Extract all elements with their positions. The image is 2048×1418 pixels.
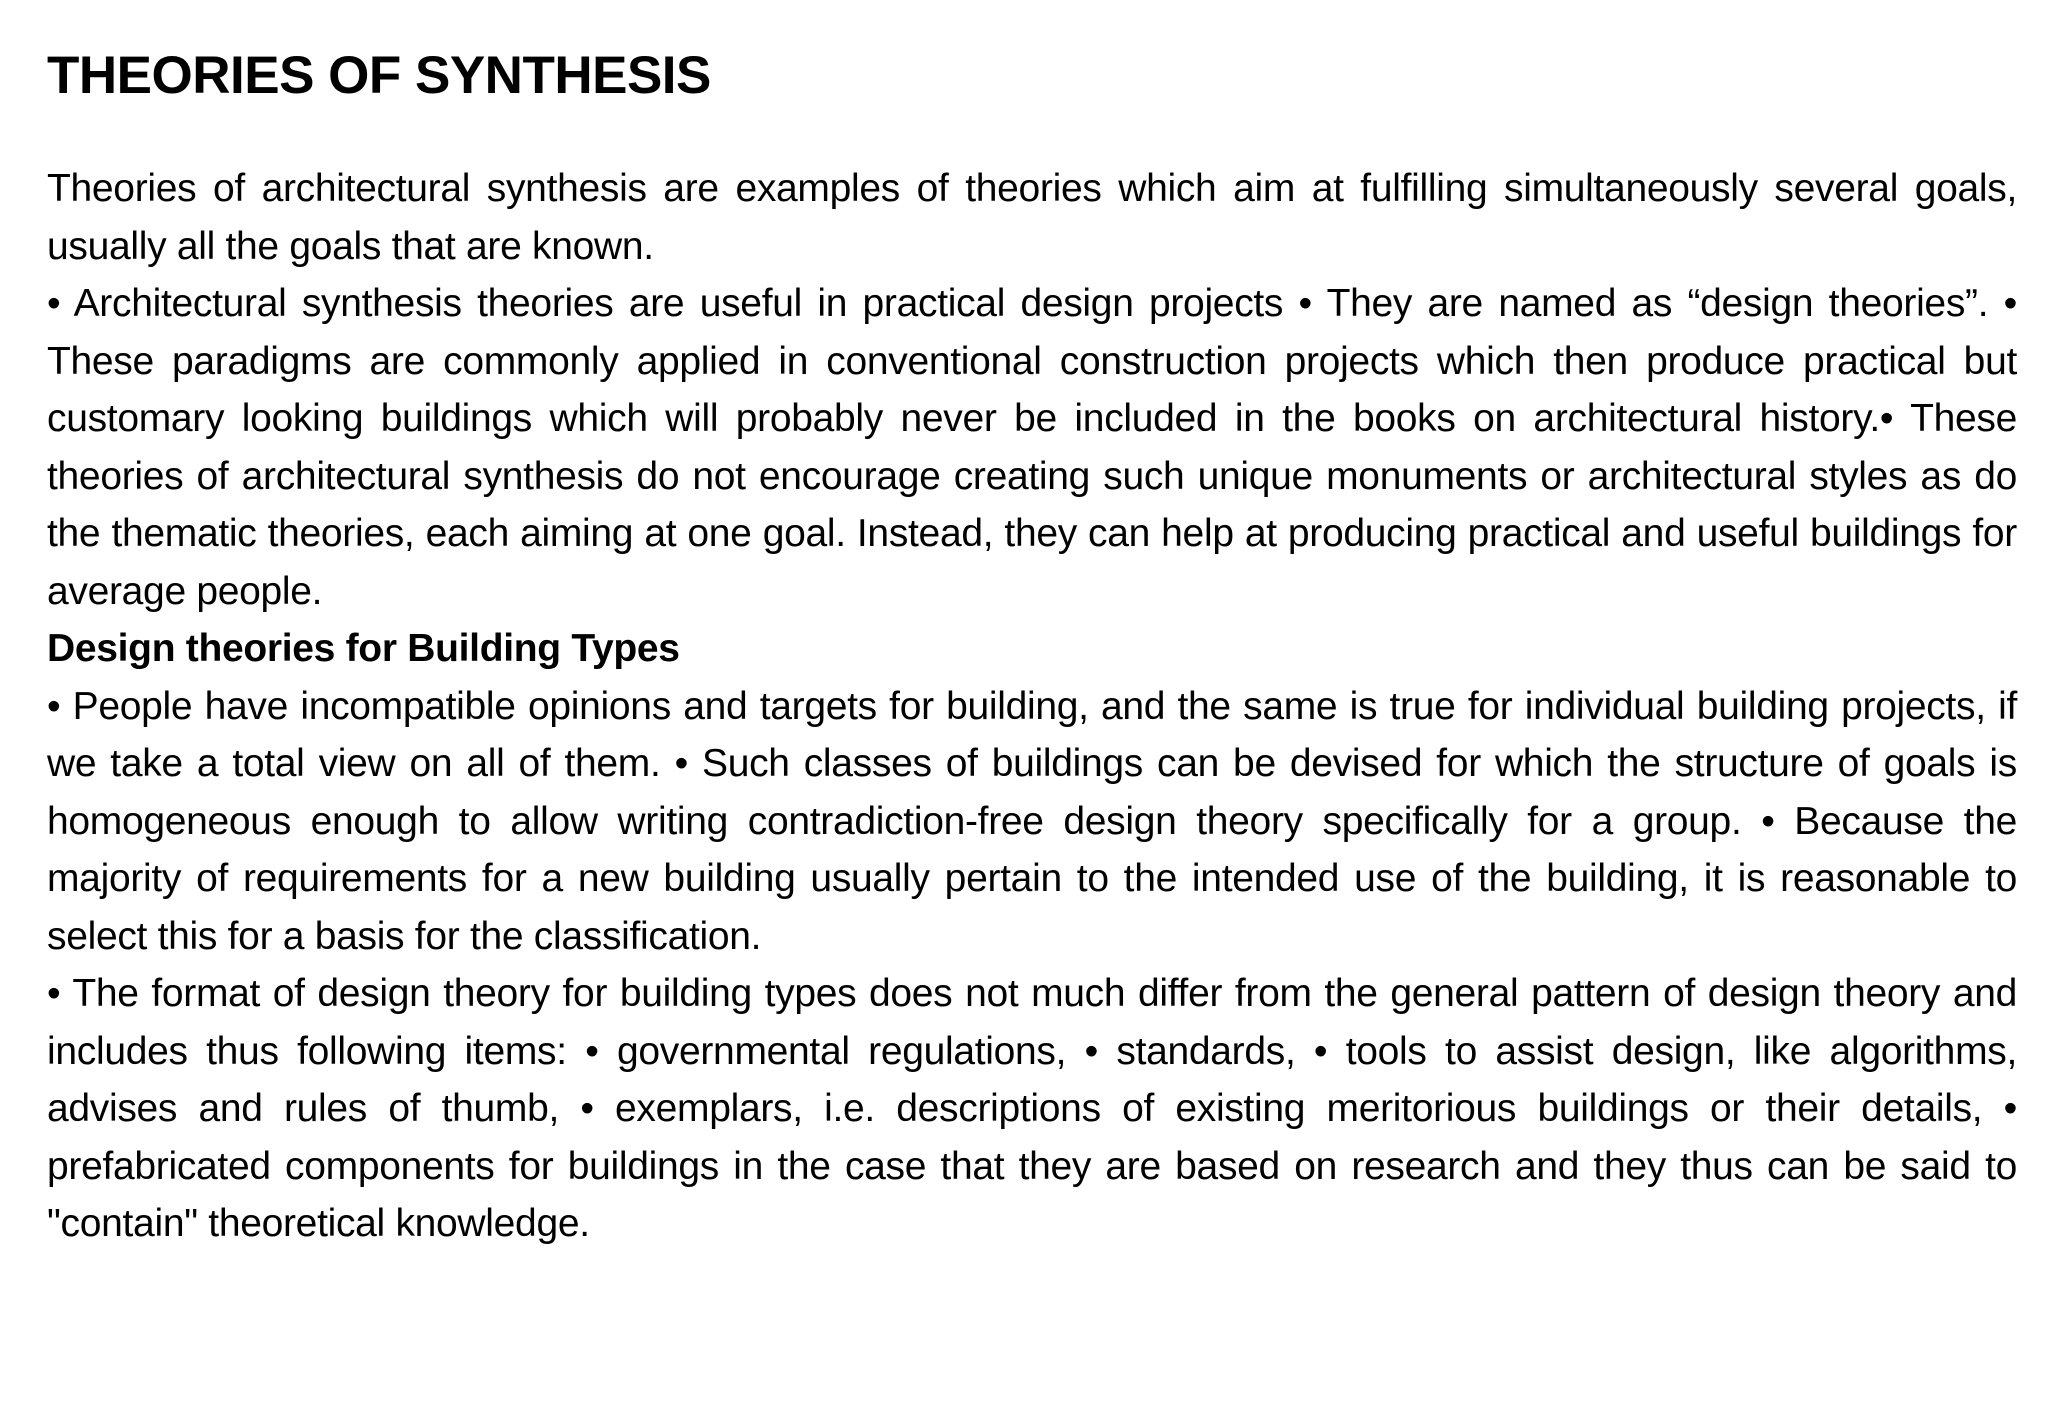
slide	[47, 38, 2017, 1253]
slide-body	[47, 160, 2017, 1253]
page-title: THEORIES OF SYNTHESIS	[47, 46, 711, 105]
building-types-paragraph: • People have incompatible opinions and targets for building, and the same is true for individual building projects, if we take a total view on all of them. • Such classes of buildings can be devised for which the structure of goals is homogeneous enough to allow writing contradiction-free design theory specifically for a group. • Because the majority of requirements for a new building usually pertain to the intended use of the building, it is reasonable to select this for a basis for the classification.	[47, 684, 2017, 958]
intro-paragraph: Theories of architectural synthesis are examples of theories which aim at fulfilling simultaneously several goals, usually all the goals that are known.	[47, 167, 2017, 268]
format-paragraph: • The format of design theory for building types does not much differ from the general pattern of design theory and includes thus following items: • governmental regulations, • standards, • tools to assist design, like algorithms, advises and rules of thumb, • exemplars, i.e. descriptions of existing meritorious buildings or their details, • prefabricated components for buildings in the case that they are based on research and they thus can be said to "contain" theoretical knowledge.	[47, 972, 2017, 1245]
synthesis-bullets-paragraph: • Architectural synthesis theories are useful in practical design projects • They are named as “design theories”. • These paradigms are commonly applied in conventional construction projects which then produce practical but customary looking buildings which will probably never be included in the books on architectural history.• These theories of architectural synthesis do not encourage creating such unique monuments or architectural styles as do the thematic theories, each aiming at one goal. Instead, they can help at producing practical and useful buildings for average people.	[47, 282, 2017, 613]
section-subheading: Design theories for Building Types	[47, 627, 680, 670]
